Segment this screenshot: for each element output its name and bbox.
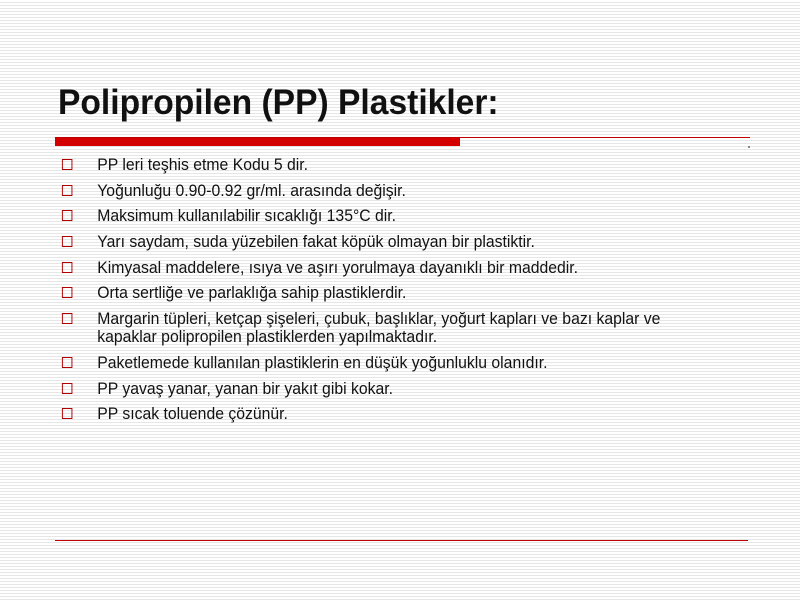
list-item — [60, 182, 719, 200]
square-bullet-icon — [62, 408, 73, 419]
list-item-text: PP sıcak toluende çözünür. — [97, 405, 288, 424]
bullet-list — [60, 156, 750, 431]
list-item-text: Yoğunluğu 0.90-0.92 gr/ml. arasında değişir. — [97, 181, 406, 200]
list-item — [60, 380, 719, 398]
list-item — [60, 207, 719, 225]
square-bullet-icon — [62, 287, 73, 298]
square-bullet-icon — [62, 210, 73, 221]
square-bullet-icon — [62, 262, 73, 273]
list-item-text: Margarin tüpleri, ketçap şişeleri, çubuk, başlıklar, yoğurt kapları ve bazı kaplar ve kapaklar polipropilen plastiklerden yapılmaktadır. — [97, 310, 661, 347]
title-accent-bar — [55, 138, 460, 146]
square-bullet-icon — [62, 236, 73, 247]
square-bullet-icon — [62, 159, 73, 170]
footer-divider — [55, 540, 748, 541]
list-item — [60, 156, 719, 174]
square-bullet-icon — [62, 383, 73, 394]
list-item-text: Orta sertliğe ve parlaklığa sahip plastiklerdir. — [97, 284, 407, 303]
list-item-text: Maksimum kullanılabilir sıcaklığı 135°C dir. — [97, 207, 397, 226]
list-item-text: PP leri teşhis etme Kodu 5 dir. — [97, 156, 309, 174]
slide-title: Polipropilen (PP) Plastikler: — [58, 83, 499, 122]
list-item — [60, 284, 719, 302]
square-bullet-icon — [62, 185, 73, 196]
list-item — [60, 354, 719, 372]
list-item-text: PP yavaş yanar, yanan bir yakıt gibi kokar. — [97, 379, 394, 398]
list-item-text: Kimyasal maddelere, ısıya ve aşırı yorulmaya dayanıklı bir maddedir. — [97, 258, 579, 277]
square-bullet-icon — [62, 357, 73, 368]
list-item — [60, 310, 719, 346]
list-item — [60, 259, 719, 277]
list-item — [60, 233, 719, 251]
list-item — [60, 405, 719, 423]
list-item-text: Yarı saydam, suda yüzebilen fakat köpük olmayan bir plastiktir. — [97, 233, 535, 252]
divider-end-mark — [748, 146, 750, 148]
list-item-text: Paketlemede kullanılan plastiklerin en düşük yoğunluklu olanıdır. — [97, 353, 548, 372]
square-bullet-icon — [62, 313, 73, 324]
